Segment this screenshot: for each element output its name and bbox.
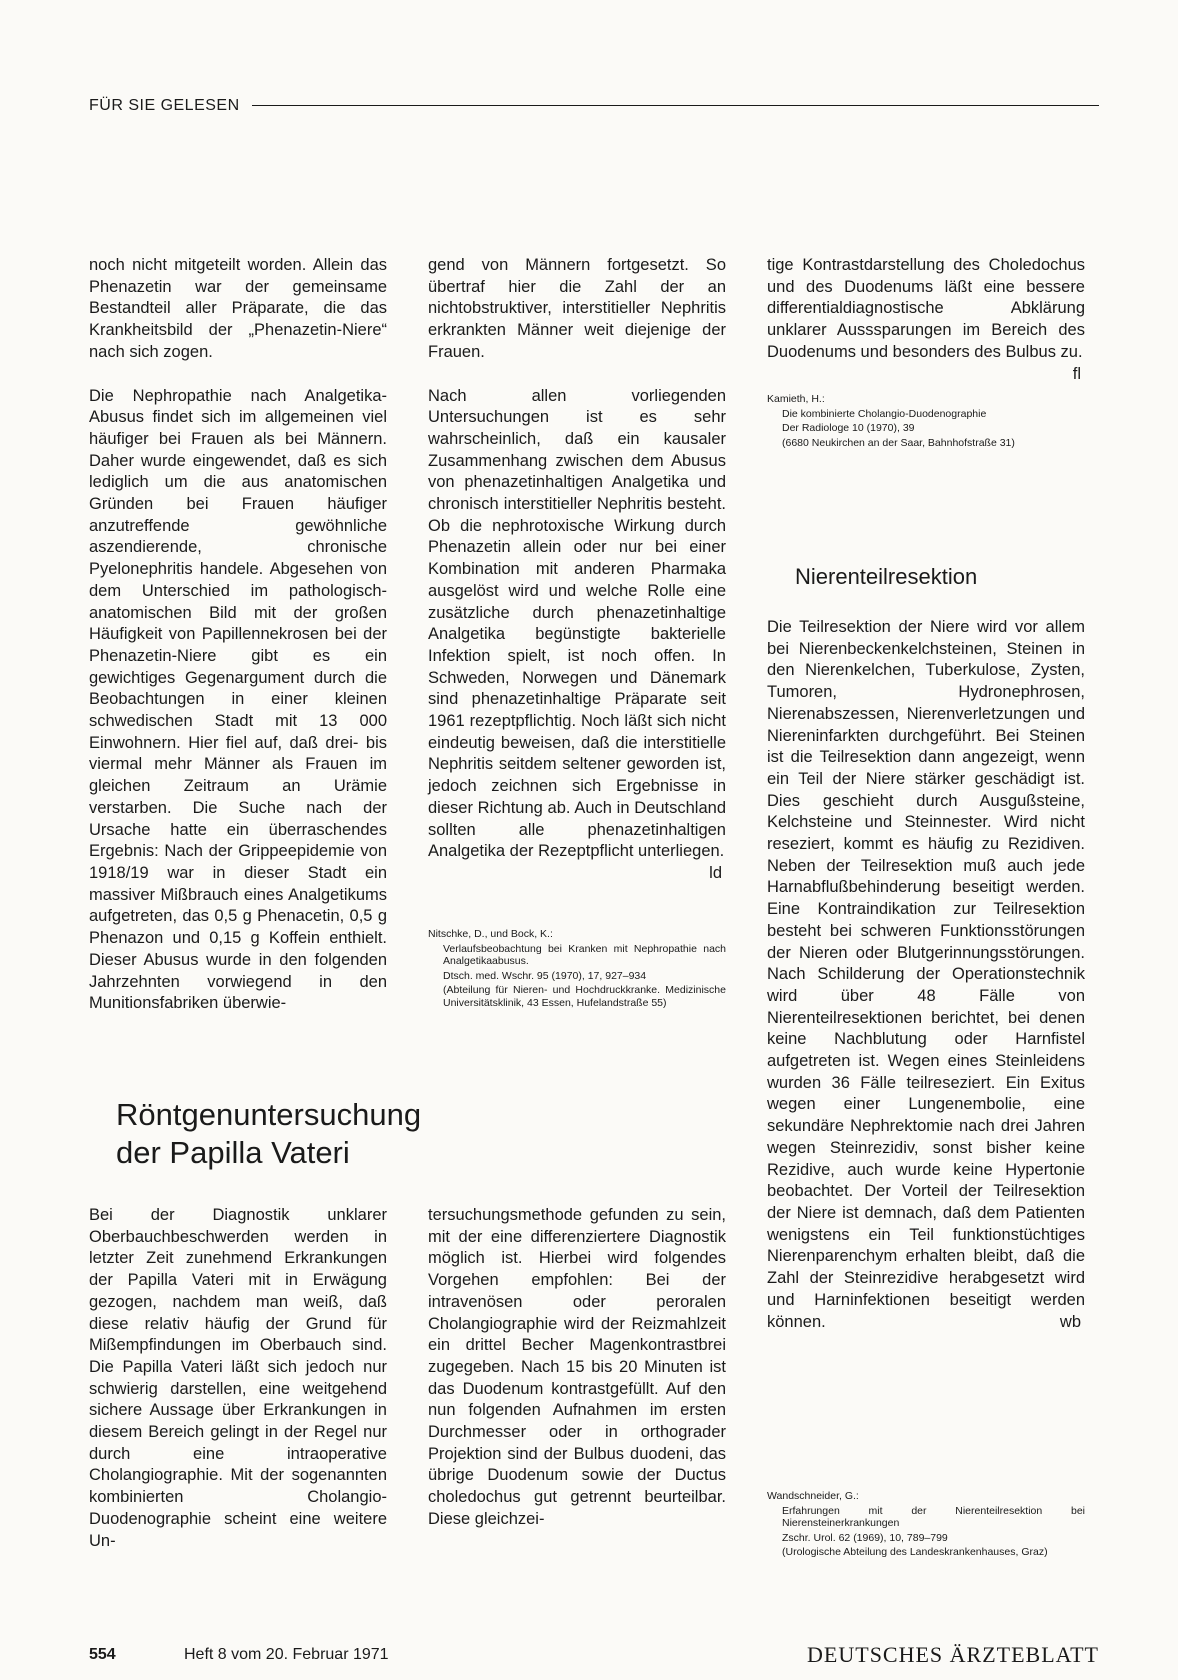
issue-info: Heft 8 vom 20. Februar 1971: [184, 1646, 389, 1663]
paragraph-text: tige Kontrastdarstellung des Choledochus und des Duodenums läßt eine bessere differentialdiagnostische Abklärung unklarer Ausssparungen im Bereich des Duodenums und besonders des Bulbus zu.: [767, 256, 1085, 361]
article2-title: [116, 1096, 421, 1172]
article2-col1: [89, 1205, 387, 1552]
author-signature: fl: [1072, 364, 1081, 383]
article3-title: Nierenteilresektion: [795, 564, 978, 589]
article2-col2: [428, 1205, 726, 1531]
reference-title: Die kombinierte Cholangio-Duodenographie: [782, 407, 987, 420]
reference-author: Wandschneider, G.:: [767, 1490, 859, 1502]
article2-title-line1: Röntgenuntersuchung: [116, 1097, 422, 1132]
reference-address: (Urologische Abteilung des Landeskrankenhauses, Graz): [782, 1546, 1048, 1558]
paragraph: tersuchungsmethode gefunden zu sein, mit der eine differenziertere Diagnostik möglich ist. Hierbei wird folgendes Vorgehen empfohlen: Bei der intravenösen oder peroralen Cholangiographie wird der Reizmahlzeit ein drittel Becher Magenkontrastbrei zugegeben. Nach 15 bis 20 Minuten ist das Duodenum kontrastgefüllt. Auf den nun folgenden Aufnahmen im ersten Durchmesser oder in orthograder Projektion sind der Bulbus duodeni, das übrige Duodenum sowie der Ductus choledochus gut getrennt beurteilbar. Diese gleichzei-: [428, 1206, 726, 1528]
section-label: FÜR SIE GELESEN: [89, 97, 240, 114]
article2-title-line2: der Papilla Vateri: [116, 1135, 350, 1170]
article3-reference: [767, 1490, 1085, 1559]
paragraph-text: Die Teilresektion der Niere wird vor allem bei Nierenbeckenkelchsteinen, Steinen in den Nierenkelchen, Tuberkulose, Zysten, Tumoren, Hydronephrosen, Nierenabszessen, Nierenverletzungen und Niereninfarkten durchgeführt. Bei Steinen ist die Teilresektion dann angezeigt, wenn ein Teil der Niere stärker geschädigt ist. Dies geschieht durch Ausgußsteine, Kelchsteine und Steinnester. Wird nicht reseziert, kommt es häufig zu Rezidiven. Neben der Teilresektion muß auch jede Harnabflußbehinderung beseitigt werden. Eine Kontraindikation zur Teilresektion besteht bei schweren Funktionsstörungen der Nieren oder Blutgerinnungsstörungen. Nach Schilderung der Operationstechnik wird über 48 Fälle von Nierenteilresektionen berichtet, bei denen keine Nachblutung oder Harnfistel aufgetreten ist. Wegen eines Steinleidens wurden 36 Fälle teilreseziert. Ein Exitus wegen einer Lungenembolie, eine sekundäre Nephrektomie nach drei Jahren wegen Steinrezidiv, sonst bisher keine Rezidive, auch wurde keine Hypertonie beobachtet. Der Vorteil der Teilresektion der Niere ist demnach, daß dem Patienten wenigstens ein Teil funktionstüchtiges Nierenparenchym erhalten bleibt, daß die Zahl der Steinrezidive herabgesetzt wird und Harninfektionen beseitigt werden können.: [767, 618, 1085, 1331]
section-header: [89, 94, 1099, 118]
reference-author: Nitschke, D., und Bock, K.:: [428, 928, 553, 940]
journal-name: DEUTSCHES ÄRZTEBLATT: [807, 1642, 1099, 1667]
article1-reference: [428, 928, 726, 1009]
page-number: 554: [89, 1646, 116, 1663]
paragraph: Die Nephropathie nach Analgetika-Abusus findet sich im allgemeinen viel häufiger bei Frauen als bei Männern. Daher wurde eingewendet, daß es sich lediglich um die aus anatomischen Gründen bei Frauen häufiger anzutreffende gewöhnliche aszendierende, chronische Pyelonephritis handele. Abgesehen von dem Unterschied im pathologisch-anatomischen Bild mit der großen Häufigkeit von Papillennekrosen bei der Phenazetin-Niere gibt es ein gewichtiges Gegenargument durch die Beobachtungen in einer kleinen schwedischen Stadt mit 13 000 Einwohnern. Hier fiel auf, daß drei- bis viermal mehr Männer als Frauen im gleichen Zeitraum an Urämie verstarben. Die Suche nach der Ursache hatte ein überraschendes Ergebnis: Nach der Grippeepidemie von 1918/19 war in dieser Stadt ein massiver Mißbrauch eines Analgetikums aufgetreten, das 0,5 g Phenacetin, 0,5 g Phenazon und 0,15 g Koffein enthielt. Dieser Abusus wurde in den folgenden Jahrzehnten vorwiegend in den Munitionsfabriken überwie-: [89, 386, 387, 1013]
page-footer: [89, 1642, 1099, 1670]
paragraph: Bei der Diagnostik unklarer Oberbauchbeschwerden werden in letzter Zeit zunehmend Erkrankungen der Papilla Vateri mit in Erwägung gezogen, nachdem man weiß, daß diese relativ häufig der Grund für Mißempfindungen im Oberbauch sind. Die Papilla Vateri läßt sich jedoch nur schwierig darstellen, eine weitgehend sichere Aussage über Erkrankungen in diesem Bereich gelingt in der Regel nur durch eine intraoperative Cholangiographie. Mit der sogenannten kombinierten Cholangio-Duodenographie scheint eine weitere Un-: [89, 1206, 387, 1550]
article2-reference: [767, 393, 1085, 449]
reference-title: Erfahrungen mit der Nierenteilresektion bei Nierensteinerkrankungen: [782, 1504, 1085, 1529]
article1-col1: [89, 255, 387, 1015]
header-rule: [252, 105, 1099, 106]
paragraph: gend von Männern fortgesetzt. So übertraf hier die Zahl der an nichtobstruktiver, interstitieller Nephritis erkrankten Männer weit diejenige der Frauen.: [428, 256, 726, 361]
article1-col2: [428, 255, 726, 885]
article2-col3: [767, 255, 1085, 385]
author-signature: wb: [1059, 1312, 1081, 1331]
paragraph-text: Nach allen vorliegenden Untersuchungen ist es sehr wahrscheinlich, daß ein kausaler Zusammenhang zwischen dem Abusus von phenazetinhaltigen Analgetika und chronisch interstitieller Nephritis besteht. Ob die nephrotoxische Wirkung durch Phenazetin allein oder nur bei einer Kombination mit anderen Pharmaka ausgelöst wird und welche Rolle eine zusätzliche durch phenazetinhaltige Analgetika begünstigte bakterielle Infektion spielt, ist noch offen. In Schweden, Norwegen und Dänemark sind phenazetinhaltige Präparate seit 1961 rezeptpflichtig. Noch läßt sich nicht eindeutig beweisen, daß die interstitielle Nephritis seitdem seltener geworden ist, jedoch zeichnen sich Ergebnisse in dieser Richtung ab. Auch in Deutschland sollten alle phenazetinhaltigen Analgetika der Rezeptpflicht unterliegen.: [428, 386, 726, 861]
paragraph: [428, 386, 726, 882]
paragraph: [767, 255, 1085, 383]
reference-journal: Zschr. Urol. 62 (1969), 10, 789–799: [782, 1531, 948, 1544]
reference-journal: Der Radiologe 10 (1970), 39: [782, 422, 915, 434]
reference-journal: Dtsch. med. Wschr. 95 (1970), 17, 927–934: [443, 969, 647, 982]
author-signature: ld: [709, 863, 722, 882]
reference-address: (Abteilung für Nieren- und Hochdruckkranke. Medizinische Universitätsklinik, 43 Essen, Hufelandstraße 55): [443, 984, 726, 1009]
paragraph: noch nicht mitgeteilt worden. Allein das Phenazetin war der gemeinsame Bestandteil aller Präparate, die das Krankheitsbild der „Phenazetin-Niere“ nach sich zogen.: [89, 256, 387, 361]
reference-address: (6680 Neukirchen an der Saar, Bahnhofstraße 31): [782, 436, 1015, 449]
reference-title: Verlaufsbeobachtung bei Kranken mit Nephropathie nach Analgetikaabusus.: [443, 942, 726, 967]
paragraph: [767, 617, 1085, 1333]
article3-body: [767, 617, 1085, 1333]
reference-author: Kamieth, H.:: [767, 393, 825, 405]
